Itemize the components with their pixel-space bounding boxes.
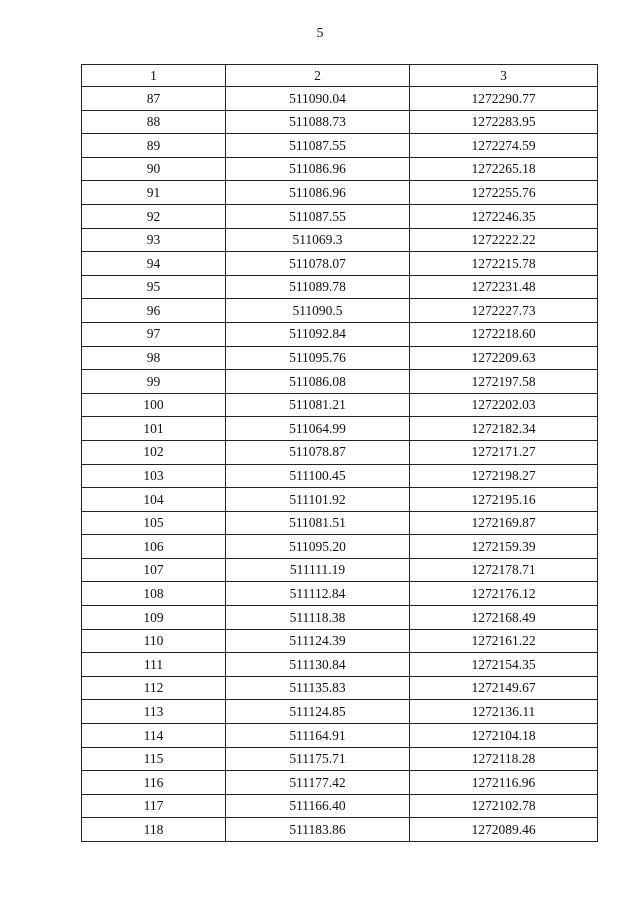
cell-y-coordinate: 1272265.18: [410, 157, 598, 181]
table-row: [82, 794, 598, 818]
table-row: [82, 393, 598, 417]
cell-x-coordinate: 511078.87: [226, 440, 410, 464]
cell-x-coordinate: 511086.96: [226, 157, 410, 181]
cell-y-coordinate: 1272231.48: [410, 275, 598, 299]
cell-point-number: 105: [82, 511, 226, 535]
cell-y-coordinate: 1272222.22: [410, 228, 598, 252]
cell-y-coordinate: 1272202.03: [410, 393, 598, 417]
cell-point-number: 93: [82, 228, 226, 252]
table-row: [82, 134, 598, 158]
cell-x-coordinate: 511069.3: [226, 228, 410, 252]
cell-x-coordinate: 511078.07: [226, 252, 410, 276]
cell-y-coordinate: 1272089.46: [410, 818, 598, 842]
cell-point-number: 111: [82, 653, 226, 677]
table-row: [82, 346, 598, 370]
cell-y-coordinate: 1272178.71: [410, 558, 598, 582]
cell-y-coordinate: 1272197.58: [410, 370, 598, 394]
cell-point-number: 90: [82, 157, 226, 181]
table-row: [82, 535, 598, 559]
cell-point-number: 116: [82, 771, 226, 795]
table-row: [82, 582, 598, 606]
cell-y-coordinate: 1272215.78: [410, 252, 598, 276]
cell-y-coordinate: 1272159.39: [410, 535, 598, 559]
cell-x-coordinate: 511183.86: [226, 818, 410, 842]
table-row: [82, 87, 598, 111]
cell-y-coordinate: 1272274.59: [410, 134, 598, 158]
cell-point-number: 103: [82, 464, 226, 488]
cell-y-coordinate: 1272195.16: [410, 488, 598, 512]
table-row: [82, 771, 598, 795]
table-row: [82, 440, 598, 464]
cell-y-coordinate: 1272169.87: [410, 511, 598, 535]
cell-x-coordinate: 511092.84: [226, 322, 410, 346]
cell-x-coordinate: 511081.51: [226, 511, 410, 535]
cell-x-coordinate: 511087.55: [226, 204, 410, 228]
table-row: [82, 488, 598, 512]
cell-x-coordinate: 511086.08: [226, 370, 410, 394]
cell-point-number: 94: [82, 252, 226, 276]
cell-y-coordinate: 1272116.96: [410, 771, 598, 795]
cell-point-number: 107: [82, 558, 226, 582]
table-body: [82, 87, 598, 842]
cell-point-number: 109: [82, 606, 226, 630]
cell-y-coordinate: 1272176.12: [410, 582, 598, 606]
cell-point-number: 97: [82, 322, 226, 346]
cell-y-coordinate: 1272182.34: [410, 417, 598, 441]
table-row: [82, 464, 598, 488]
cell-point-number: 87: [82, 87, 226, 111]
cell-x-coordinate: 511086.96: [226, 181, 410, 205]
cell-point-number: 101: [82, 417, 226, 441]
cell-x-coordinate: 511090.5: [226, 299, 410, 323]
cell-y-coordinate: 1272102.78: [410, 794, 598, 818]
cell-y-coordinate: 1272290.77: [410, 87, 598, 111]
cell-y-coordinate: 1272283.95: [410, 110, 598, 134]
cell-x-coordinate: 511111.19: [226, 558, 410, 582]
cell-x-coordinate: 511101.92: [226, 488, 410, 512]
cell-point-number: 89: [82, 134, 226, 158]
cell-x-coordinate: 511081.21: [226, 393, 410, 417]
cell-x-coordinate: 511090.04: [226, 87, 410, 111]
cell-x-coordinate: 511112.84: [226, 582, 410, 606]
cell-x-coordinate: 511166.40: [226, 794, 410, 818]
table-row: [82, 370, 598, 394]
table-row: [82, 558, 598, 582]
cell-point-number: 106: [82, 535, 226, 559]
column-header-y: 3: [410, 65, 598, 87]
cell-y-coordinate: 1272168.49: [410, 606, 598, 630]
table-row: [82, 110, 598, 134]
coordinates-table: [81, 64, 598, 842]
cell-y-coordinate: 1272154.35: [410, 653, 598, 677]
table-row: [82, 629, 598, 653]
cell-y-coordinate: 1272198.27: [410, 464, 598, 488]
cell-point-number: 98: [82, 346, 226, 370]
cell-y-coordinate: 1272246.35: [410, 204, 598, 228]
table-row: [82, 204, 598, 228]
cell-y-coordinate: 1272104.18: [410, 724, 598, 748]
table-row: [82, 700, 598, 724]
cell-point-number: 115: [82, 747, 226, 771]
cell-x-coordinate: 511164.91: [226, 724, 410, 748]
table-row: [82, 653, 598, 677]
column-header-x: 2: [226, 65, 410, 87]
cell-x-coordinate: 511095.20: [226, 535, 410, 559]
cell-x-coordinate: 511100.45: [226, 464, 410, 488]
cell-point-number: 104: [82, 488, 226, 512]
cell-point-number: 113: [82, 700, 226, 724]
cell-x-coordinate: 511088.73: [226, 110, 410, 134]
cell-point-number: 99: [82, 370, 226, 394]
cell-y-coordinate: 1272161.22: [410, 629, 598, 653]
cell-x-coordinate: 511087.55: [226, 134, 410, 158]
cell-x-coordinate: 511177.42: [226, 771, 410, 795]
table-row: [82, 228, 598, 252]
page-number: 5: [316, 26, 324, 41]
table-row: [82, 747, 598, 771]
cell-y-coordinate: 1272118.28: [410, 747, 598, 771]
cell-x-coordinate: 511130.84: [226, 653, 410, 677]
cell-point-number: 112: [82, 676, 226, 700]
cell-x-coordinate: 511064.99: [226, 417, 410, 441]
table-row: [82, 181, 598, 205]
cell-x-coordinate: 511175.71: [226, 747, 410, 771]
cell-point-number: 108: [82, 582, 226, 606]
table-row: [82, 606, 598, 630]
cell-point-number: 102: [82, 440, 226, 464]
cell-point-number: 92: [82, 204, 226, 228]
table-row: [82, 322, 598, 346]
table-row: [82, 157, 598, 181]
cell-y-coordinate: 1272149.67: [410, 676, 598, 700]
cell-point-number: 95: [82, 275, 226, 299]
table-row: [82, 511, 598, 535]
cell-x-coordinate: 511135.83: [226, 676, 410, 700]
table-row: [82, 818, 598, 842]
cell-y-coordinate: 1272171.27: [410, 440, 598, 464]
cell-point-number: 114: [82, 724, 226, 748]
cell-x-coordinate: 511118.38: [226, 606, 410, 630]
cell-point-number: 110: [82, 629, 226, 653]
cell-point-number: 117: [82, 794, 226, 818]
cell-x-coordinate: 511124.39: [226, 629, 410, 653]
column-header-point-number: 1: [82, 65, 226, 87]
table-row: [82, 275, 598, 299]
cell-point-number: 96: [82, 299, 226, 323]
cell-y-coordinate: 1272136.11: [410, 700, 598, 724]
cell-y-coordinate: 1272255.76: [410, 181, 598, 205]
cell-x-coordinate: 511089.78: [226, 275, 410, 299]
cell-x-coordinate: 511124.85: [226, 700, 410, 724]
cell-point-number: 91: [82, 181, 226, 205]
cell-y-coordinate: 1272227.73: [410, 299, 598, 323]
table-row: [82, 724, 598, 748]
table-row: [82, 676, 598, 700]
cell-point-number: 118: [82, 818, 226, 842]
cell-x-coordinate: 511095.76: [226, 346, 410, 370]
table-row: [82, 252, 598, 276]
cell-y-coordinate: 1272218.60: [410, 322, 598, 346]
table-row: [82, 299, 598, 323]
header-row: [82, 65, 598, 87]
cell-point-number: 88: [82, 110, 226, 134]
cell-y-coordinate: 1272209.63: [410, 346, 598, 370]
table-header: [82, 65, 598, 87]
cell-point-number: 100: [82, 393, 226, 417]
table-row: [82, 417, 598, 441]
